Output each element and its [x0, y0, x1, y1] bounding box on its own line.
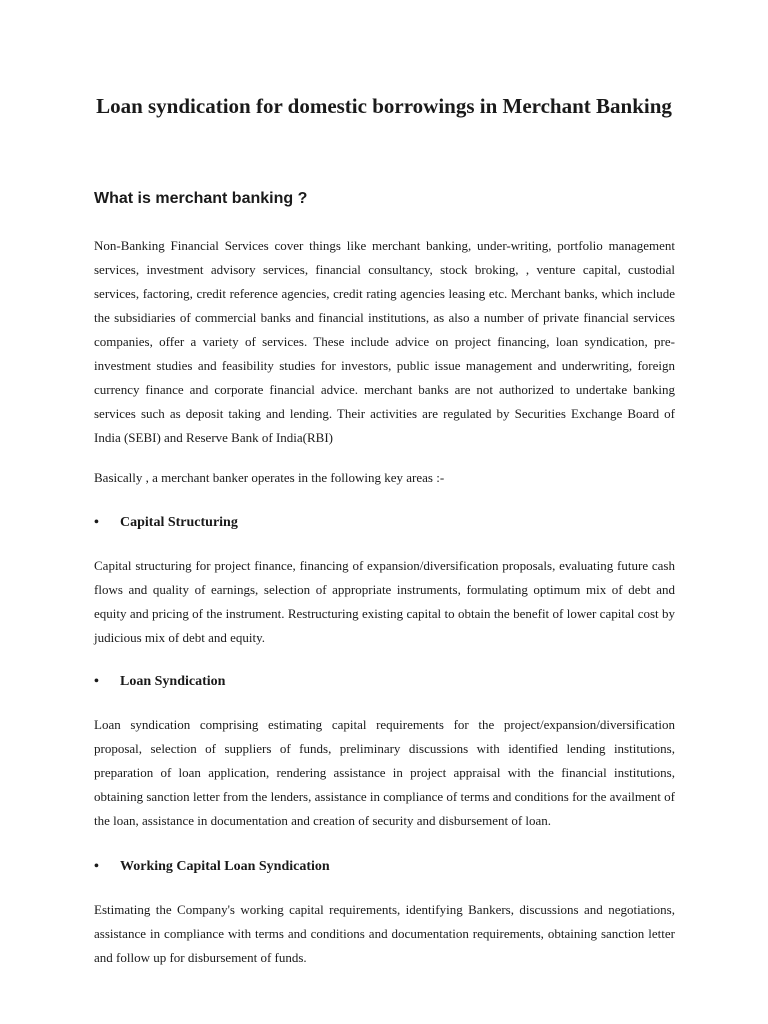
bullet-heading: Loan Syndication: [120, 674, 226, 689]
section-heading: What is merchant banking ?: [94, 190, 308, 207]
bullet-loan-syndication: [94, 672, 225, 692]
working-capital-paragraph: Estimating the Company's working capital requirements, identifying Bankers, discussions and negotiations, assistance in compliance with terms and conditions and documentation requirements, obtaining sanction letter and follow up for disbursement of funds.: [94, 902, 675, 965]
bullet-icon: •: [94, 859, 99, 874]
bullet-heading: Capital Structuring: [120, 515, 238, 530]
bullet-heading: Working Capital Loan Syndication: [120, 859, 330, 874]
bullet-icon: •: [94, 674, 99, 689]
bullet-capital-structuring: [94, 513, 238, 533]
capital-structuring-paragraph: Capital structuring for project finance, financing of expansion/diversification proposals, evaluating future cash flows and quality of earnings, selection of appropriate instruments, formulating optimum mix of debt and equity and pricing of the instrument. Restructuring existing capital to obtain the benefit of lower capital cost by judicious mix of debt and equity.: [94, 558, 675, 645]
bullet-working-capital-loan-syndication: [94, 857, 330, 877]
intro-paragraph: Non-Banking Financial Services cover things like merchant banking, under-writing, portfolio management services, investment advisory services, financial consultancy, stock broking, , venture capital, custodial services, factoring, credit reference agencies, credit rating agencies leasing etc. Merchant banks, which include the subsidiaries of commercial banks and financial institutions, as also a number of private financial services companies, offer a variety of services. These include advice on project financing, loan syndication, pre-investment studies and feasibility studies for investors, public issue management and underwriting, foreign currency finance and corporate financial advice. merchant banks are not authorized to undertake banking services such as deposit taking and lending. Their activities are regulated by Securities Exchange Board of India (SEBI) and Reserve Bank of India(RBI): [94, 238, 675, 445]
loan-syndication-paragraph: Loan syndication comprising estimating capital requirements for the project/expansion/diversification proposal, selection of suppliers of funds, preliminary discussions with identified lending institutions, preparation of loan application, rendering assistance in project appraisal with the financial institutions, obtaining sanction letter from the lenders, assistance in compliance of terms and conditions for the availment of the loan, assistance in documentation and creation of security and disbursement of loan.: [94, 717, 675, 828]
document-title: Loan syndication for domestic borrowings in Merchant Banking: [96, 94, 672, 118]
key-areas-intro: Basically , a merchant banker operates in the following key areas :-: [94, 470, 445, 485]
bullet-icon: •: [94, 515, 99, 530]
